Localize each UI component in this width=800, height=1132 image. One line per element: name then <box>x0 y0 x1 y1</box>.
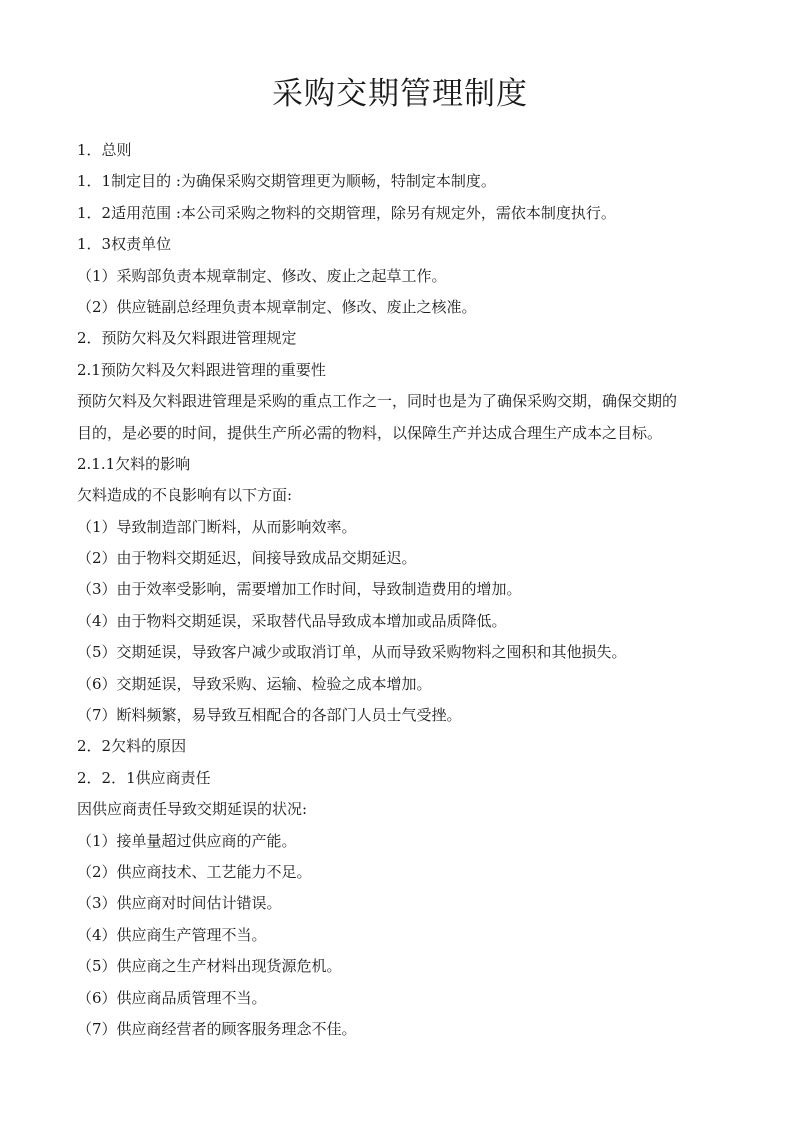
document-line: 预防欠料及欠料跟进管理是采购的重点工作之一，同时也是为了确保采购交期，确保交期的 <box>77 392 678 411</box>
document-title: 采购交期管理制度 <box>272 76 528 112</box>
document-line: 1．1制定目的 :为确保采购交期管理更为顺畅，特制定本制度。 <box>77 172 496 191</box>
document-line: （4）供应商生产管理不当。 <box>77 925 267 944</box>
document-line: （7）断料频繁，易导致互相配合的各部门人员士气受挫。 <box>77 706 462 725</box>
document-line: （1）接单量超过供应商的产能。 <box>77 831 297 850</box>
document-line: 1．2适用范围 :本公司采购之物料的交期管理，除另有规定外，需依本制度执行。 <box>77 203 616 222</box>
document-line: 2．2．1供应商责任 <box>77 768 211 787</box>
document-line: 1．总则 <box>77 141 132 159</box>
document-line: （5）交期延误，导致客户减少或取消订单，从而导致采购物料之囤积和其他损失。 <box>77 643 627 662</box>
document-line: 目的，是必要的时间，提供生产所必需的物料，以保障生产并达成合理生产成本之目标。 <box>77 423 663 442</box>
document-line: 欠料造成的不良影响有以下方面: <box>77 486 293 505</box>
document-line: （2）由于物料交期延迟，间接导致成品交期延迟。 <box>77 549 417 568</box>
document-body <box>77 135 737 1045</box>
document-line: 2.1预防欠料及欠料跟进管理的重要性 <box>77 360 326 379</box>
document-line: 2.1.1欠料的影响 <box>77 454 191 473</box>
document-line: （1）采购部负责本规章制定、修改、废止之起草工作。 <box>77 266 447 285</box>
document-line: （6）交期延误，导致采购、运输、检验之成本增加。 <box>77 674 432 693</box>
document-line: （1）导致制造部门断料，从而影响效率。 <box>77 517 357 536</box>
document-line: （3）供应商对时间估计错误。 <box>77 894 282 913</box>
document-line: 因供应商责任导致交期延误的状况: <box>77 800 308 819</box>
document-line: （5）供应商之生产材料出现货源危机。 <box>77 957 342 976</box>
document-line: （4）由于物料交期延误，采取替代品导致成本增加或品质降低。 <box>77 611 507 630</box>
document-line: （7）供应商经营者的顾客服务理念不佳。 <box>77 1019 357 1038</box>
document-line: （3）由于效率受影响，需要增加工作时间，导致制造费用的增加。 <box>77 580 522 599</box>
document-line: （6）供应商品质管理不当。 <box>77 988 267 1007</box>
document-line: 1．3权责单位 <box>77 235 172 254</box>
document-line: （2）供应链副总经理负责本规章制定、修改、废止之核准。 <box>77 297 477 316</box>
document-line: 2．预防欠料及欠料跟进管理规定 <box>77 329 297 348</box>
document-line: 2．2欠料的原因 <box>77 737 187 756</box>
document-line: （2）供应商技术、工艺能力不足。 <box>77 862 312 881</box>
